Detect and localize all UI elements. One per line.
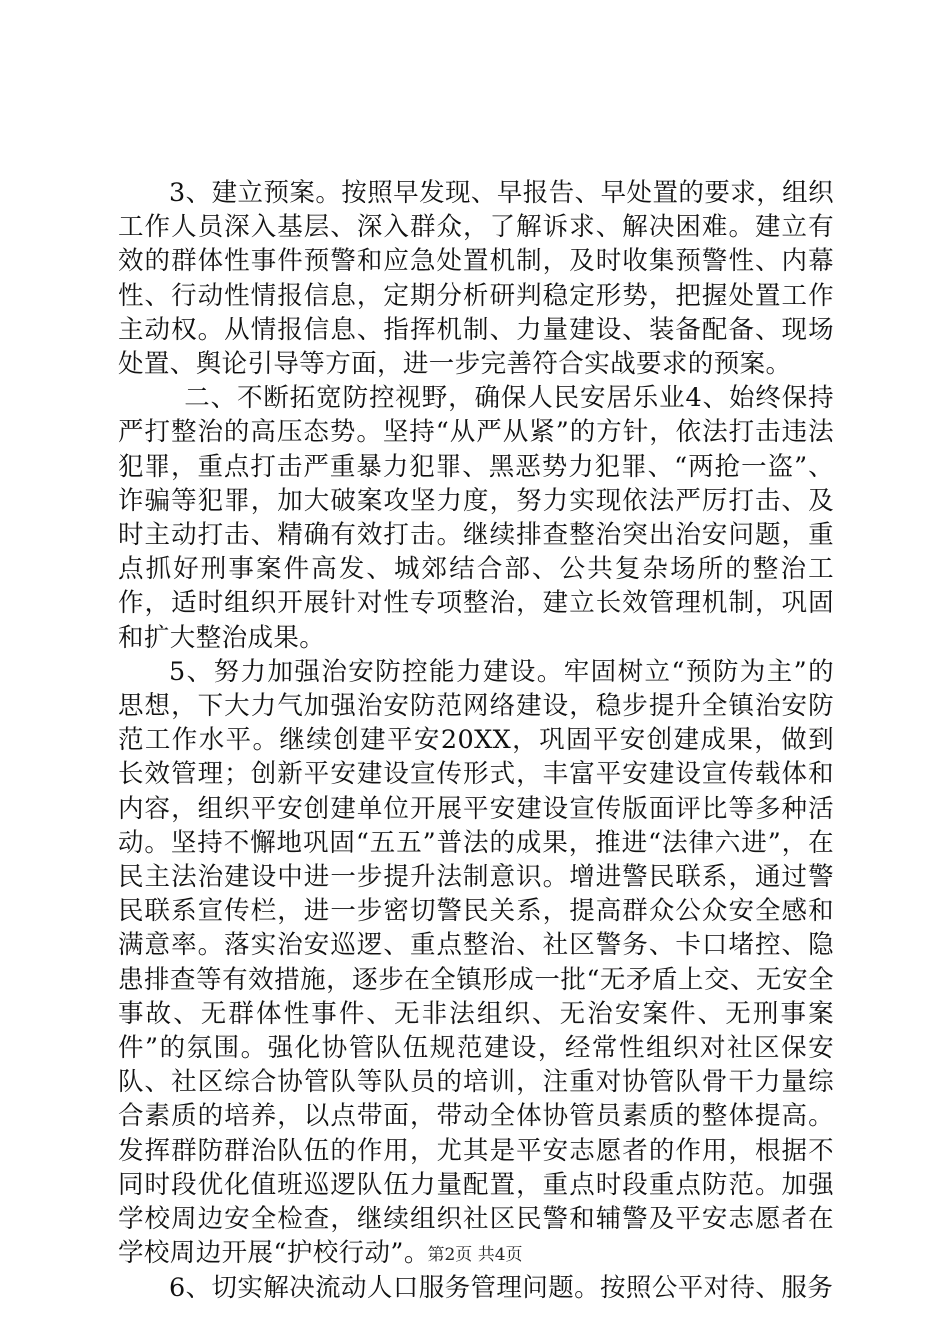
document-body <box>118 176 834 1305</box>
paragraph-prevention-vision: 二、不断拓宽防控视野，确保人民安居乐业4、始终保持严打整治的高压态势。坚持“从严从紧”的方针，依法打击违法犯罪，重点打击严重暴力犯罪、黑恶势力犯罪、“两抢一盗”、诈骗等犯罪，加大破案攻坚力度，努力实现依法严厉打击、及时主动打击、精确有效打击。继续排查整治突出治安问题，重点抓好刑事案件高发、城郊结合部、公共复杂场所的整治工作，适时组织开展针对性专项整治，建立长效管理机制，巩固和扩大整治成果。 <box>118 383 834 653</box>
paragraph-security-capacity: 5、努力加强治安防控能力建设。牢固树立“预防为主”的思想，下大力气加强治安防范网络建设，稳步提升全镇治安防范工作水平。继续创建平安20XX，巩固平安创建成果，做到长效管理；创新平安建设宣传形式，丰富平安建设宣传载体和内容，组织平安创建单位开展平安建设宣传版面评比等多种活动。坚持不懈地巩固“五五”普法的成果，推进“法律六进”，在民主法治建设中进一步提升法制意识。增进警民联系，通过警民联系宣传栏，进一步密切警民关系，提高群众公众安全感和满意率。落实治安巡逻、重点整治、社区警务、卡口堵控、隐患排查等有效措施，逐步在全镇形成一批“无矛盾上交、无安全事故、无群体性事件、无非法组织、无治安案件、无刑事案件”的氛围。强化协管队伍规范建设，经常性组织对社区保安队、社区综合协管队等队员的培训，注重对协管队骨干力量综合素质的培养，以点带面，带动全体协管员素质的整体提高。发挥群防群治队伍的作用，尤其是平安志愿者的作用，根据不同时段优化值班巡逻队伍力量配置，重点时段重点防范。加强学校周边安全检查，继续组织社区民警和辅警及平安志愿者在学校周边开展“护校行动”。 <box>118 656 834 1269</box>
paragraph-establish-plan: 3、建立预案。按照早发现、早报告、早处置的要求，组织工作人员深入基层、深入群众，了解诉求、解决困难。建立有效的群体性事件预警和应急处置机制，及时收集预警性、内幕性、行动性情报信息，定期分析研判稳定形势，把握处置工作主动权。从情报信息、指挥机制、力量建设、装备配备、现场处置、舆论引导等方面，进一步完善符合实战要求的预案。 <box>118 178 834 380</box>
page-number-footer: 第2页 共4页 <box>427 1245 523 1265</box>
paragraph-floating-population: 6、切实解决流动人口服务管理问题。按照公平对待、服务 <box>169 1272 834 1303</box>
